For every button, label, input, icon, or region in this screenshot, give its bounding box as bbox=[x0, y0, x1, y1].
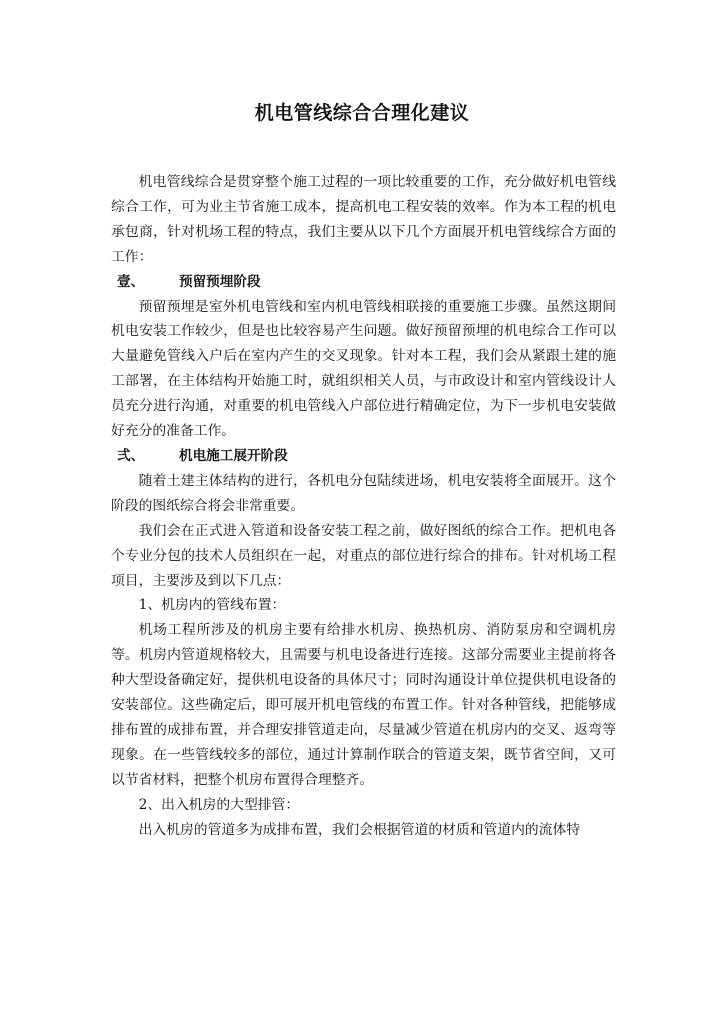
subsection-heading-2: 2、出入机房的大型排管： bbox=[138, 796, 300, 813]
section-title-2: 机电施工展开阶段 bbox=[179, 447, 288, 464]
subsection-1-paragraph: 机场工程所涉及的机房主要有给排水机房、换热机房、消防泵房和空调机房等。机房内管道规格较大，且需要与机电设备进行连接。这部分需要业主提前将各种大型设备确定好，提供机电设备的具体尺寸；同时沟通设计单位提供机电设备的安装部位。这些确定后，即可展开机电管线的布置工作。针对各种管线，把能够成排布置的成排布置，并合理安排管道走向，尽量减少管道在机房内的交叉、返弯等现象。在一些管线较多的部位，通过计算制作联合的管道支架，既节省空间，又可以节省材料，把整个机房布置得合理整齐。 bbox=[111, 622, 616, 788]
subsection-heading-1: 1、机房内的管线布置： bbox=[138, 597, 286, 614]
section-title-1: 预留预埋阶段 bbox=[179, 273, 261, 290]
section-number-1: 壹、 bbox=[117, 273, 145, 290]
page-title: 机电管线综合合理化建议 bbox=[254, 102, 470, 124]
section-heading-2 bbox=[111, 444, 616, 469]
section-number-2: 弍、 bbox=[117, 447, 145, 464]
section1-paragraph: 预留预埋是室外机电管线和室内机电管线相联接的重要施工步骤。虽然这期间机电安装工作较少，但是也比较容易产生问题。做好预留预埋的机电综合工作可以大量避免管线入户后在室内产生的交叉现象。针对本工程，我们会从紧跟土建的施工部署，在主体结构开始施工时，就组织相关人员，与市政设计和室内管线设计人员充分进行沟通，对重要的机电管线入户部位进行精确定位，为下一步机电安装做好充分的准备工作。 bbox=[111, 298, 616, 440]
section2-paragraph-1: 随着土建主体结构的进行，各机电分包陆续进场，机电安装将全面展开。这个阶段的图纸综合将会非常重要。 bbox=[111, 472, 616, 514]
subsection-2-paragraph: 出入机房的管道多为成排布置，我们会根据管道的材质和管道内的流体特 bbox=[138, 821, 581, 838]
document-body bbox=[111, 170, 616, 842]
intro-paragraph: 机电管线综合是贯穿整个施工过程的一项比较重要的工作，充分做好机电管线综合工作，可为业主节省施工成本，提高机电工程安装的效率。作为本工程的机电承包商，针对机场工程的特点，我们主要从以下几个方面展开机电管线综合方面的工作： bbox=[111, 174, 616, 265]
section2-paragraph-2: 我们会在正式进入管道和设备安装工程之前，做好图纸的综合工作。把机电各个专业分包的技术人员组织在一起，对重点的部位进行综合的排布。针对机场工程项目，主要涉及到以下几点： bbox=[111, 522, 616, 589]
section-heading-1 bbox=[111, 270, 616, 295]
